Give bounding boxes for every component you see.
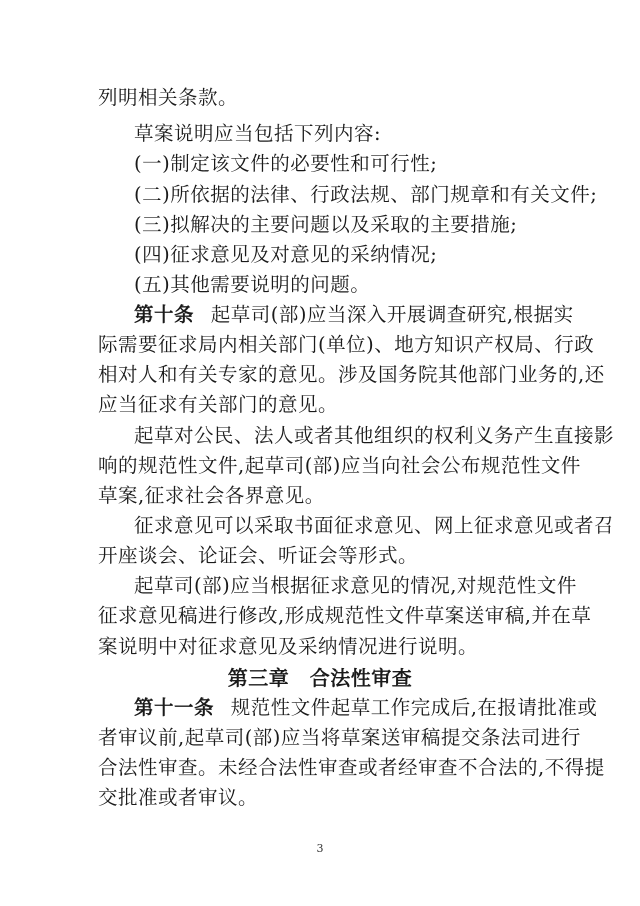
article-10-line-1: 第十条 起草司(部)应当深入开展调查研究,根据实	[134, 303, 574, 326]
text-line: 案说明中对征求意见及采纳情况进行说明。	[98, 635, 479, 658]
text-line: 起草司(部)应当根据征求意见的情况,对规范性文件	[134, 574, 577, 597]
list-item: (五)其他需要说明的问题。	[134, 273, 371, 296]
article-10-label: 第十条	[134, 303, 195, 326]
text-line: 应当征求有关部门的意见。	[98, 393, 339, 416]
text-line: 征求意见稿进行修改,形成规范性文件草案送审稿,并在草	[98, 604, 592, 627]
text-line: 草案说明应当包括下列内容:	[134, 122, 382, 145]
text-line: 交批准或者审议。	[98, 786, 259, 809]
chapter-heading: 第三章 合法性审查	[227, 666, 413, 690]
article-11-line-1: 第十一条 规范性文件起草工作完成后,在报请批准或	[134, 696, 598, 719]
text-line: 响的规范性文件,起草司(部)应当向社会公布规范性文件	[98, 454, 581, 477]
text-line: 合法性审查。未经合法性审查或者经审查不合法的,不得提	[98, 756, 605, 779]
text-line: 开座谈会、论证会、听证会等形式。	[98, 544, 419, 567]
text-line: 际需要征求局内相关部门(单位)、地方知识产权局、行政	[98, 333, 595, 356]
text-line: 相对人和有关专家的意见。涉及国务院其他部门业务的,还	[98, 363, 605, 386]
text-line: 起草对公民、法人或者其他组织的权利义务产生直接影	[134, 424, 615, 447]
text-line: 草案,征求社会各界意见。	[98, 484, 325, 507]
page-number: 3	[316, 842, 324, 855]
article-11-label: 第十一条	[134, 696, 215, 719]
list-item: (一)制定该文件的必要性和可行性;	[134, 152, 438, 175]
text-line: 者审议前,起草司(部)应当将草案送审稿提交条法司进行	[98, 726, 581, 749]
text-line: 征求意见可以采取书面征求意见、网上征求意见或者召	[134, 514, 615, 537]
list-item: (四)征求意见及对意见的采纳情况;	[134, 243, 438, 266]
text-line: 列明相关条款。	[98, 86, 239, 109]
list-item: (二)所依据的法律、行政法规、部门规章和有关文件;	[134, 183, 598, 206]
list-item: (三)拟解决的主要问题以及采取的主要措施;	[134, 213, 518, 236]
